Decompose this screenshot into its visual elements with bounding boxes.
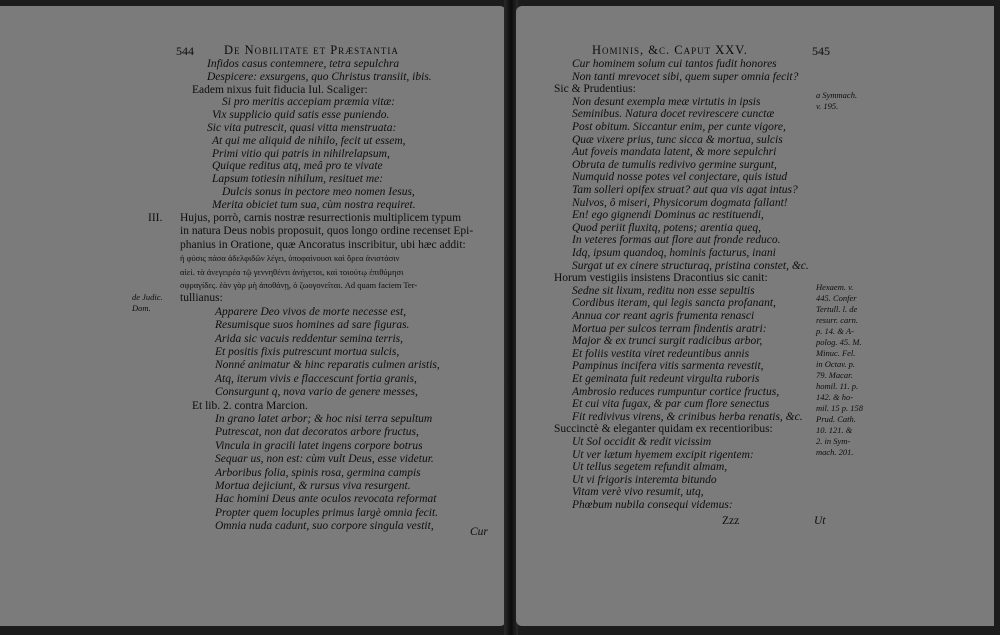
- margin-note-line: resurr. carn.: [816, 315, 858, 325]
- left-catchword: Cur: [470, 526, 488, 538]
- left-text-line: Arida sic vacuis reddentur semina terris,: [215, 332, 404, 345]
- right-text-line: Cordibus iteram, qui legis sancta profanant,: [572, 297, 776, 310]
- right-text-line: Ut vi frigoris interemta bitundo: [572, 473, 717, 486]
- right-text-line: Seminibus. Natura docet revirescere cunctæ: [572, 108, 775, 121]
- left-text-line: Et positis fixis putrescunt mortua sulcis,: [215, 346, 400, 358]
- left-text-line: Sequar us, non est: cùm vult Deus, esse videtur.: [215, 453, 434, 466]
- right-text-line: Quæ vixere prius, tunc sicca & mortua, sulcis: [572, 133, 783, 146]
- right-text-line: Mortua per sulcos terram findentis aratri:: [572, 322, 767, 335]
- left-text-line: Consurgunt q, nova vario de genere messes,: [215, 386, 418, 399]
- left-margin-note: [132, 292, 163, 314]
- signature-mark: Zzz: [722, 515, 740, 527]
- left-text-line: Merita obiciet tum sua, cùm nostra requiret.: [212, 198, 416, 211]
- left-text-line: Lapsum totiesin nihilum, resituet me:: [212, 173, 384, 186]
- right-text-line: En! ego gignendi Dominus ac restituendi,: [572, 209, 764, 222]
- right-text-line: Succinctè & eleganter quidam ex recentioribus:: [554, 423, 773, 436]
- right-text-line: Non desunt exempla meæ virtutis in ipsis: [572, 95, 761, 108]
- left-text-line: Arboribus folia, spinis rosa, germina campis: [215, 466, 421, 479]
- left-text-line: Si pro meritis accepiam præmia vitæ:: [222, 96, 396, 109]
- right-text-line: Sedne sit lixum, reditu non esse sepultis: [572, 284, 755, 297]
- margin-note-line: in Octav. p.: [816, 359, 856, 369]
- right-text-line: Fit redivivus virens, & crinibus herba renatis, &c.: [572, 410, 803, 423]
- right-page: [516, 6, 994, 626]
- margin-note-line: p. 14. & A-: [816, 326, 854, 336]
- right-text-line: Quod periit fluxitq, potens; arentia queq,: [572, 221, 761, 234]
- right-text-line: Tam solleri opifex struat? aut qua vis agat intus?: [572, 184, 798, 196]
- right-text-line: Cur hominem solum cui tantos fudit honores: [572, 58, 777, 70]
- left-text-line: Vincula in gracili latet ingens corpore botrus: [215, 439, 423, 452]
- section-marker: III.: [148, 212, 163, 224]
- left-page-number: 544: [176, 44, 194, 58]
- left-text-line: ἡ φύσις πάσα ἀδελφιδῶν λέγει, ὑποφαίνουσι καὶ ὄρεα ἀνιστάσιν: [180, 253, 400, 264]
- left-text-line: Putrescat, non dat decoratos arbore fructus,: [215, 426, 419, 439]
- right-page-number: 545: [812, 44, 830, 58]
- left-page: [0, 6, 506, 626]
- margin-note-line: mil. 15 p. 158: [816, 403, 863, 413]
- margin-note-line: de Judic.: [132, 292, 163, 302]
- left-text-line: Despicere: exsurgens, quo Christus transiit, ibis.: [207, 70, 432, 83]
- left-text-line: Sic vita putrescit, quasi vitta menstruata:: [207, 122, 397, 134]
- right-catchword: Ut: [814, 515, 826, 527]
- margin-note-line: mach. 201.: [816, 447, 854, 457]
- left-text-line: phanius in Oratione, quæ Ancoratus inscribitur, ubi hæc addit:: [180, 238, 466, 251]
- margin-note-line: v. 195.: [816, 101, 839, 111]
- margin-note-line: Hexaem. v.: [816, 282, 854, 292]
- left-text-line: Propter quem locuples primus largè omnia fecit.: [215, 506, 439, 519]
- right-text-line: Ambrosio reduces rumpuntur cortice fructus,: [572, 385, 780, 398]
- left-text-line: Apparere Deo vivos de morte necesse est,: [215, 305, 407, 318]
- right-margin-note-hexaem: [816, 282, 863, 458]
- left-text-line: Eadem nixus fuit fiducia Iul. Scaliger:: [192, 83, 368, 96]
- left-text-line: σφραγίδες. ἐὰν γὰρ μὴ ἀποθάνῃ, ὁ ζωογονεῖται. Ad quam faciem Ter-: [180, 280, 418, 290]
- margin-note-line: Minuc. Fel.: [816, 348, 856, 358]
- left-text-line: tullianus:: [180, 292, 223, 305]
- left-text-line: Nonné animatur & hinc reparatis culmen aristis,: [215, 359, 440, 372]
- right-text-line: Ut ver lætum hyemem excipit rigentem:: [572, 448, 754, 461]
- right-text-line: Et cui vita fugax, & par cum flore senectus: [572, 398, 770, 411]
- margin-note-line: polog. 45. M.: [816, 337, 862, 347]
- right-text-line: Pampinus incifera vitis sarmenta revestit,: [572, 360, 764, 373]
- right-text-line: In veteres formas aut flore aut fronde reduco.: [572, 234, 781, 247]
- right-text-line: Et foliis vestita viret redeuntibus annis: [572, 347, 750, 360]
- right-text-line: Numquid nosse potes vel conjectare, quis istud: [572, 171, 788, 184]
- left-text-line: Primi vitio qui patris in nihilrelapsum,: [212, 147, 390, 160]
- left-text-line: At qui me aliquid de nihilo, fecit ut essem,: [212, 134, 406, 147]
- left-text-line: Omnia nuda cadunt, suo corpore singula vestit,: [215, 520, 434, 533]
- margin-note-line: 142. & ho-: [816, 392, 854, 402]
- right-text-line: Vitam verè vivo resumit, utq,: [572, 486, 704, 499]
- margin-note-line: homil. 11. p.: [816, 381, 859, 391]
- margin-note-line: 10. 121. &: [816, 425, 853, 435]
- right-text-line: Post obitum. Siccantur enim, per cunte vigore,: [572, 121, 786, 133]
- margin-note-line: 79. Macar.: [816, 370, 853, 380]
- right-text-line: Aut foveis mandata latent, & more sepulchri: [572, 146, 777, 159]
- right-text-line: Horum vestigiis insistens Dracontius sic canit:: [554, 272, 768, 285]
- margin-note-line: 445. Confer: [816, 293, 857, 303]
- left-text-line: In grano latet arbor; & hoc nisi terra sepultum: [215, 413, 433, 425]
- left-text-line: in natura Deus nobis proposuit, quos longo ordine recenset Epi-: [180, 225, 474, 238]
- left-running-head: De Nobilitate et Præstantia: [224, 43, 399, 57]
- right-text-line: Sic & Prudentius:: [554, 83, 636, 96]
- margin-note-line: a Symmach.: [816, 90, 858, 100]
- right-text-line: Major & ex trunci surgit radicibus arbor,: [572, 335, 763, 348]
- right-text-line: Obruta de tumulis redivivo germine surgunt,: [572, 158, 777, 171]
- left-text-line: Vix supplicio quid satis esse puniendo.: [212, 109, 390, 122]
- left-text-line: Dulcis sonus in pectore meo nomen Iesus,: [222, 186, 415, 198]
- right-text-line: Ut tellus segetem refundit almam,: [572, 461, 728, 474]
- right-margin-note-symmachus: [816, 90, 857, 112]
- left-text-line: Infidos casus contemnere, tetra sepulchra: [207, 58, 400, 70]
- right-text-line: Phœbum nubila consequi videmus:: [572, 499, 733, 511]
- left-text-line: Atq, iterum vivis e flaccescunt fortia granis,: [215, 372, 417, 385]
- right-text-line: Surgat ut ex cinere structuraq, pristina constet, &c.: [572, 259, 809, 272]
- left-text-line: Hac homini Deus ante oculos revocata reformat: [215, 493, 437, 506]
- right-text-line: Idq, ipsum quandoq, hominis facturus, inani: [572, 247, 776, 259]
- margin-note-line: 2. in Sym-: [816, 436, 851, 446]
- margin-note-line: Dom.: [132, 303, 151, 313]
- right-text-line: Ut Sol occidit & redit vicissim: [572, 436, 712, 448]
- left-text-line: Mortua dejiciunt, & rursus viva resurgent.: [215, 480, 411, 492]
- right-text-line: Et geminata fuit redeunt virgulta ruboris: [572, 373, 760, 385]
- left-text-line: Resumisque suos homines ad sare figuras.: [215, 319, 410, 332]
- left-text-line: αἰεί. τὰ ἀνεγειρέα τῷ γεννηθέντι ἀνήγετοι, καὶ τοιούτῳ ἐπιθύμησι: [180, 266, 404, 277]
- right-text-line: Nulvos, ô miseri, Physicorum dogmata fallant!: [572, 196, 788, 209]
- right-text-line: Annua cor reant agris frumenta renasci: [572, 310, 755, 322]
- right-running-head: Hominis, &c. Caput XXV.: [592, 43, 748, 57]
- margin-note-line: Tertull. l. de: [816, 304, 858, 314]
- left-text-line: Et lib. 2. contra Marcion.: [192, 399, 308, 412]
- left-text-line: Hujus, porrò, carnis nostræ resurrectionis multiplicem typum: [180, 212, 462, 224]
- left-text-line: Quique reditus atq, meâ pro te vivate: [212, 160, 383, 173]
- margin-note-line: Prud. Cath.: [816, 414, 856, 424]
- right-text-line: Non tanti mrevocet sibi, quem super omnia fecit?: [572, 70, 799, 83]
